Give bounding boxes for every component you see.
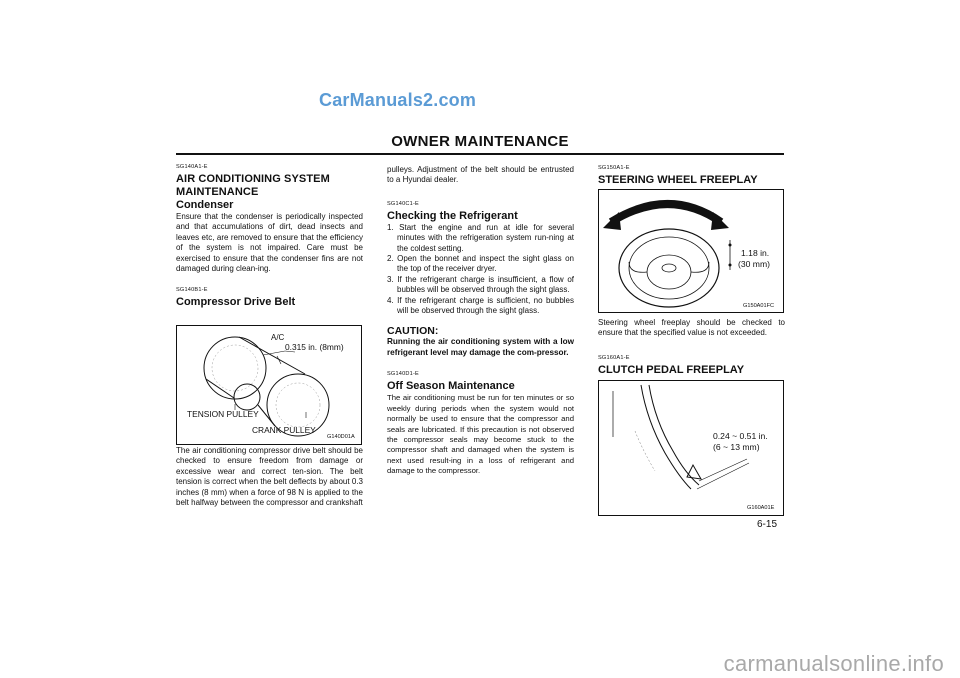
section-code: SG140A1-E [176,164,208,170]
watermark-top[interactable]: CarManuals2.com [319,90,477,110]
label-crank-pulley: CRANK PULLEY [252,425,316,435]
section-title: STEERING WHEEL FREEPLAY [598,174,758,186]
section-code: SG150A1-E [598,165,630,171]
section-title: MAINTENANCE [176,185,259,198]
steering-text: Steering wheel freeplay should be checked to ensure that the specified value is not exceeded. [598,318,785,338]
header-rule [176,153,784,155]
belt-text-continued: pulleys. Adjustment of the belt should be entrusted to a Hyundai dealer. [387,165,574,185]
subsection-title: Condenser [176,199,234,211]
column-right [598,165,785,187]
section-title: CLUTCH PEDAL FREEPLAY [598,363,745,376]
caution-title: CAUTION: [387,325,439,338]
label-freeplay: 1.18 in. [741,248,770,258]
belt-text: The air conditioning compressor drive belt should be checked to ensure freedom from damage or excessive wear and correct ten-sion. The belt tension is correct when the belt deflects by about 0.3 inches (8 mm) when a force of 98 N is applied to the belt halfway between the compressor and crankshaft [176,446,363,508]
list-item: 2. Open the bonnet and inspect the sight glass on the top of the receiver dryer. [387,254,574,274]
steering-wheel-diagram [598,189,784,313]
page-number: 6-15 [757,519,778,530]
clutch-pedal-diagram [598,380,784,516]
subsection-title: Compressor Drive Belt [176,296,296,309]
refrigerant-steps [387,223,574,317]
section-code: SG140C1-E [387,200,419,207]
label-freeplay-mm: (30 mm) [738,259,770,269]
condenser-text: Ensure that the condenser is periodically inspected and that accumulations of dirt, dead insects and leaves etc, are removed to ensure that the efficiency of the system is not impaired. Care must be exercised to ensure that the condenser fins are not damaged during clean-ing. [176,212,363,274]
column-left [176,164,363,309]
page-title: OWNER MAINTENANCE [391,133,569,150]
caution-text: Running the air conditioning system with a low refrigerant level may damage the com-pressor. [387,337,574,357]
watermark-bottom[interactable]: carmanualsonline.info [723,651,944,676]
steering-text-block [598,318,785,377]
belt-diagram [176,325,362,445]
label-freeplay-mm: (6 ~ 13 mm) [713,442,760,452]
section-code: SG140B1-E [176,287,208,294]
label-tension-pulley: TENSION PULLEY [187,409,259,419]
list-item: 4. If the refrigerant charge is sufficient, no bubbles will be observed through the sight glass. [387,295,574,316]
subsection-title: Off Season Maintenance [387,380,515,393]
label-deflection: 0.315 in. (8mm) [285,342,344,352]
figure-code: G140D01A [327,434,355,440]
belt-text-block [176,446,363,508]
list-item: 3. If the refrigerant charge is insufficient, a flow of bubbles will be observed through the sight glass. [387,274,574,295]
figure-code: G160A01E [747,505,775,511]
section-code: SG160A1-E [598,354,630,361]
off-season-text: The air conditioning must be run for ten minutes or so weekly during periods when the system would not normally be used to ensure that the compressor and seals are lubricated. If this precaution is not observed the compressor seals may become stuck to the compressor shaft and damaged when the system is next used result-ing in a loss of refrigerant and damage to the compressor. [387,393,574,476]
section-code: SG140D1-E [387,371,419,378]
figure-code: G150A01FC [743,303,775,309]
section-title: AIR CONDITIONING SYSTEM [176,173,330,185]
label-ac: A/C [271,333,285,342]
list-item: 1. Start the engine and run at idle for several minutes with the refrigeration system run-ning at the coldest setting. [387,222,574,253]
label-freeplay: 0.24 ~ 0.51 in. [713,431,768,441]
subsection-title: Checking the Refrigerant [387,209,518,222]
column-middle [387,165,574,477]
